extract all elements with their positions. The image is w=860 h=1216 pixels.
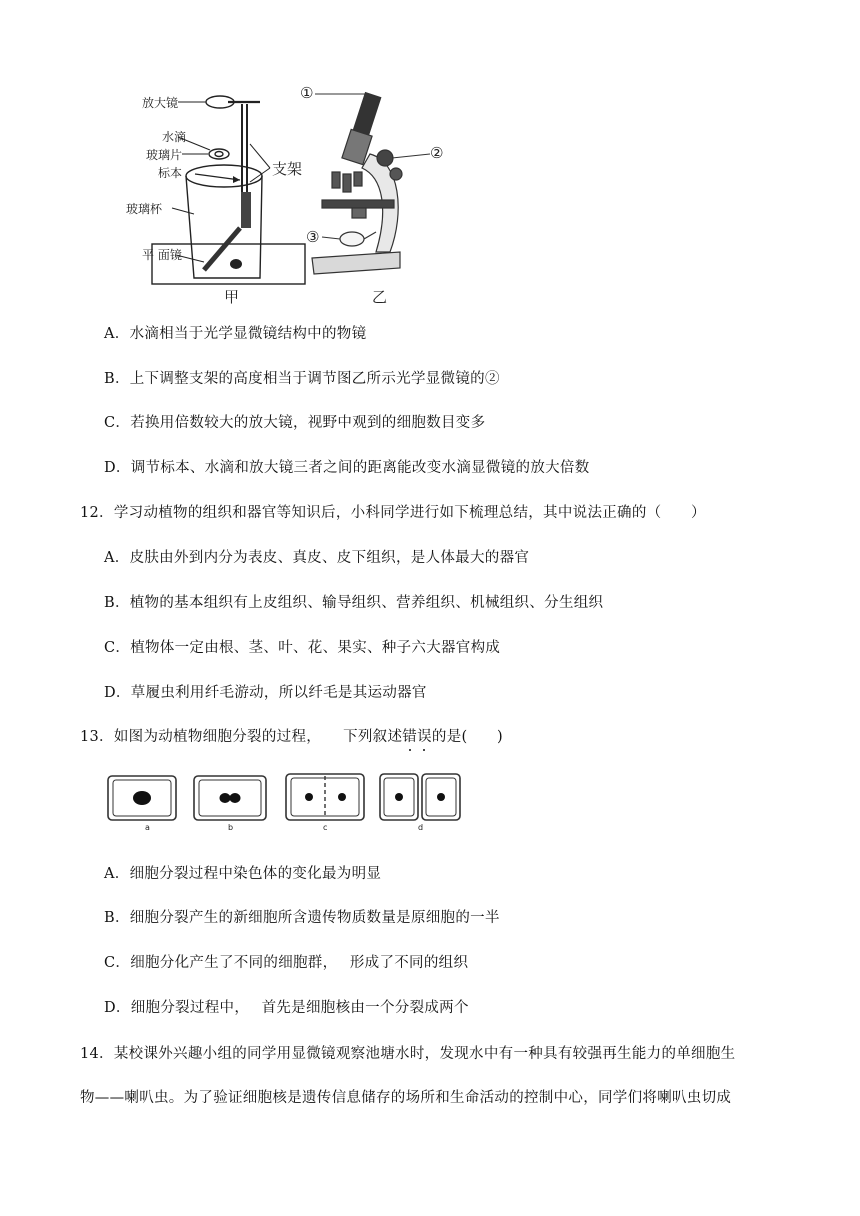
label-water-drop: 水滴 — [162, 130, 187, 144]
label-glass-slide: 玻璃片 — [146, 148, 183, 162]
q13-stem — [80, 725, 503, 746]
q13-emphasis-2: 误 — [417, 729, 432, 745]
q13-option-d: D．细胞分裂过程中， 首先是细胞核由一个分裂成两个 — [104, 1000, 469, 1016]
q14-line-1: 14．某校课外兴趣小组的同学用显微镜观察池塘水时，发现水中有一种具有较强再生能力的单细胞生 — [80, 1046, 736, 1062]
caption-yi: 乙 — [372, 288, 388, 306]
label-stand: 支架 — [272, 160, 303, 178]
label-num2: ② — [430, 144, 444, 162]
cell-division-figure — [104, 768, 474, 836]
q11-option-c: C．若换用倍数较大的放大镜，视野中观到的细胞数目变多 — [104, 415, 486, 431]
q12-option-d: D．草履虫利用纤毛游动，所以纤毛是其运动器官 — [104, 685, 427, 701]
label-mirror: 平 面镜 — [142, 248, 182, 262]
q13-stem-part1: 13．如图为动植物细胞分裂的过程， — [80, 729, 322, 745]
label-glass-cup: 玻璃杯 — [126, 202, 163, 216]
q11-option-d: D．调节标本、水滴和放大镜三者之间的距离能改变水滴显微镜的放大倍数 — [104, 460, 590, 476]
figure-drawing — [100, 82, 460, 307]
q13-stem-part2: 下列叙述 — [343, 729, 403, 745]
q13-option-c: C．细胞分化产生了不同的细胞群， 形成了不同的组织 — [104, 955, 469, 971]
caption-jia: 甲 — [224, 288, 240, 306]
cell-label-a: a — [145, 823, 150, 832]
q11-option-b: B．上下调整支架的高度相当于调节图乙所示光学显微镜的② — [104, 371, 500, 387]
q12-option-c: C．植物体一定由根、茎、叶、花、果实、种子六大器官构成 — [104, 640, 501, 656]
q13-option-a: A．细胞分裂过程中染色体的变化最为明显 — [104, 866, 382, 882]
label-num1: ① — [300, 84, 314, 102]
microscope-figure — [100, 82, 460, 307]
q14-line-2: 物——喇叭虫。为了验证细胞核是遗传信息储存的场所和生命活动的控制中心，同学们将喇叭虫切成 — [80, 1090, 732, 1106]
q12-stem: 12．学习动植物的组织和器官等知识后，小科同学进行如下梳理总结，其中说法正确的（ ） — [80, 505, 706, 521]
label-magnifier: 放大镜 — [142, 96, 179, 110]
q13-emphasis-1: 错 — [402, 729, 418, 745]
light-microscope-drawing — [312, 93, 430, 274]
q13-stem-part3: 的是( ) — [431, 729, 504, 745]
cell-label-d: d — [418, 823, 424, 832]
q12-option-a: A．皮肤由外到内分为表皮、真皮、皮下组织，是人体最大的器官 — [104, 550, 530, 566]
cell-label-c: c — [323, 823, 328, 832]
label-specimen: 标本 — [158, 166, 183, 180]
q13-option-b: B．细胞分裂产生的新细胞所含遗传物质数量是原细胞的一半 — [104, 910, 500, 926]
q11-option-a: A．水滴相当于光学显微镜结构中的物镜 — [104, 326, 367, 342]
cell-label-b: b — [228, 823, 234, 832]
label-num3: ③ — [306, 228, 320, 246]
q12-option-b: B．植物的基本组织有上皮组织、输导组织、营养组织、机械组织、分生组织 — [104, 595, 604, 611]
